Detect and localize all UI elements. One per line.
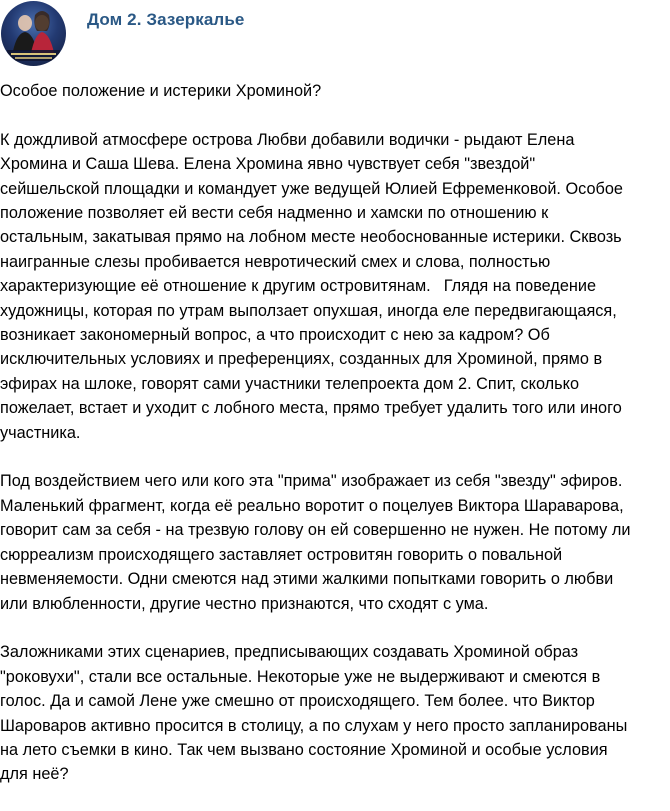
post-body xyxy=(0,79,668,811)
post-header xyxy=(0,0,670,50)
group-name-link[interactable]: Дом 2. Зазеркалье xyxy=(87,10,245,29)
group-avatar-icon[interactable] xyxy=(1,1,66,66)
post-paragraph-2: Под воздействием чего или кого эта "прима" изображает из себя "звезду" эфиров. Маленький фрагмент, когда её реально воротит о поцелуев Виктора Шараварова, говорит сам за себя - на трезвую голову он ей совершенно не нужен. Не потому ли сюрреализм происходящего заставляет островитян говорить о повальной невменяемости. Одни смеются над этими жалкими попытками говорить о любви или влюбленности, другие честно признаются, что сходят с ума. xyxy=(0,472,631,613)
post-paragraph-3: Заложниками этих сценариев, предписывающих создавать Хроминой образ "роковухи", стали все остальные. Некоторые уже не выдерживают и смеются в голос. Да и самой Лене уже смешно от происходящего. Тем более. что Виктор Шароваров активно просится в столицу, а по слухам у него просто запланированы на лето съемки в кино. Так чем вызвано состояние Хроминой и особые условия для неё? xyxy=(0,643,628,784)
post-paragraph-1: К дождливой атмосфере острова Любви добавили водички - рыдают Елена Хромина и Саша Шева. Елена Хромина явно чувствует себя "звездой" сейшельской площадки и командует уже ведущей Юлией Ефременковой. Особое положение позволяет ей вести себя надменно и хамски по отношению к остальным, закатывая прямо на лобном месте необоснованные истерики. Сквозь наигранные слезы пробивается невротический смех и слова, полностью характеризующие её отношение к другим островитянам.Глядя на поведение художницы, которая по утрам выползает опухшая, иногда еле передвигающаяся, возникает закономерный вопрос, а что происходит с нею за кадром? Об исключительных условиях и преференциях, созданных для Хроминой, прямо в эфирах на шлоке, говорят сами участники телепроекта дом 2. Спит, сколько пожелает, встает и уходит с лобного места, прямо требует удалить того или иного участника. xyxy=(0,130,623,442)
group-avatar-image xyxy=(1,1,66,66)
post-title: Особое положение и истерики Хроминой? xyxy=(0,82,322,100)
